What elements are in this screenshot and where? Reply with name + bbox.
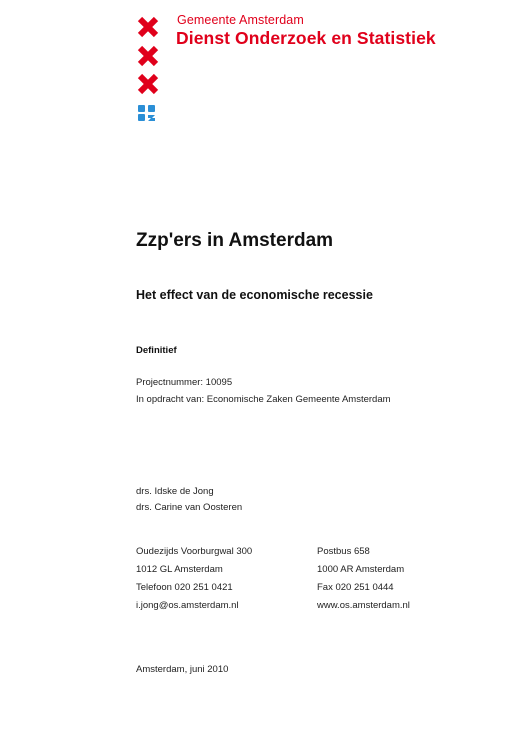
website-url: www.os.amsterdam.nl bbox=[317, 600, 410, 611]
address-street: Oudezijds Voorburgwal 300 bbox=[136, 546, 253, 557]
org-name-department: Dienst Onderzoek en Statistiek bbox=[176, 28, 436, 48]
project-number: Projectnummer: 10095 bbox=[136, 377, 233, 388]
org-name-small: Gemeente Amsterdam bbox=[177, 13, 304, 27]
place-date: Amsterdam, juni 2010 bbox=[136, 664, 229, 675]
document-title: Zzp'ers in Amsterdam bbox=[136, 230, 334, 251]
andreas-cross-icon bbox=[137, 73, 159, 95]
author-name: drs. Carine van Oosteren bbox=[136, 502, 243, 513]
commissioned-by: In opdracht van: Economische Zaken Gemeente Amsterdam bbox=[136, 394, 391, 405]
author-name: drs. Idske de Jong bbox=[136, 486, 214, 497]
document-subtitle: Het effect van de economische recessie bbox=[136, 288, 373, 302]
andreas-cross-icon bbox=[137, 16, 159, 38]
phone-number: Telefoon 020 251 0421 bbox=[136, 582, 233, 593]
document-status: Definitief bbox=[136, 345, 177, 356]
andreas-cross-icon bbox=[137, 45, 159, 67]
fax-number: Fax 020 251 0444 bbox=[317, 582, 394, 593]
postbox: Postbus 658 bbox=[317, 546, 370, 557]
address-postal-city: 1012 GL Amsterdam bbox=[136, 564, 223, 575]
email-address: i.jong@os.amsterdam.nl bbox=[136, 600, 239, 611]
ois-logo-icon bbox=[137, 104, 159, 122]
postbox-postal-city: 1000 AR Amsterdam bbox=[317, 564, 405, 575]
